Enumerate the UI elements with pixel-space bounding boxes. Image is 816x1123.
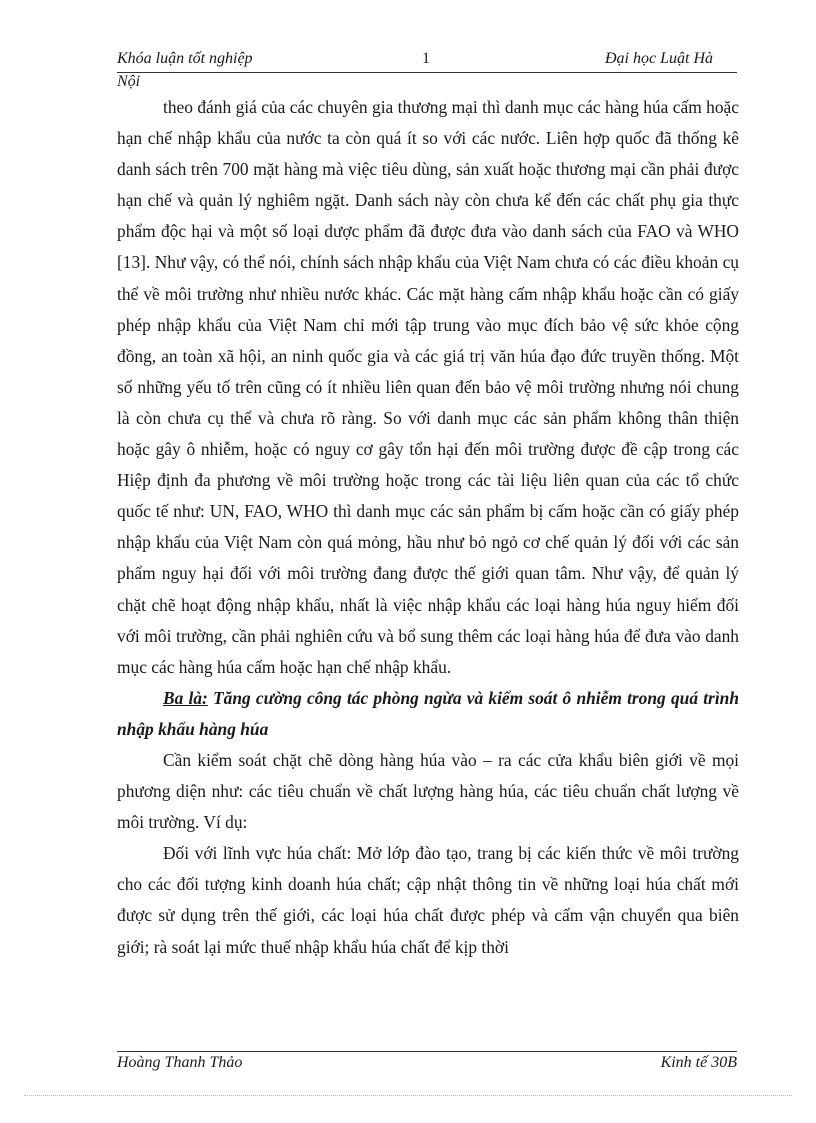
body-paragraph-3: Đối với lĩnh vực húa chất: Mở lớp đào tạo, trang bị các kiến thức về môi trường cho các đối tượng kinh doanh húa chất; cập nhật thông tin về những loại húa chất mới được sử dụng trên thế giới, các loại húa chất được phép và cấm vận chuyển qua biên giới; rà soát lại mức thuế nhập khẩu húa chất để kịp thời <box>117 843 739 957</box>
body-paragraph-2: Cần kiểm soát chặt chẽ dòng hàng húa vào – ra các cửa khẩu biên giới về mọi phương diện như: các tiêu chuẩn về chất lượng hàng húa, các tiêu chuẩn chất lượng về môi trường. Ví dụ: <box>117 749 739 833</box>
page-header <box>117 50 737 72</box>
header-institution: Đại học Luật Hà <box>605 50 713 67</box>
page-number: 1 <box>422 50 430 67</box>
footer-class: Kinh tế 30B <box>660 1054 737 1071</box>
section-heading-label: Ba là: <box>163 687 208 708</box>
header-document-type: Khóa luận tốt nghiệp <box>117 50 253 67</box>
page-footer <box>117 1054 737 1076</box>
body-paragraph-1: theo đánh giá của các chuyên gia thương mại thì danh mục các hàng húa cấm hoặc hạn chế nhập khẩu của nước ta còn quá ít so với các nước. Liên hợp quốc đã thống kê danh sách trên 700 mặt hàng mà việc tiêu dùng, sản xuất hoặc thương mại cần phải được hạn chế và quản lý nghiêm ngặt. Danh sách này còn chưa kể đến các chất phụ gia thực phẩm độc hại và một số loại dược phẩm đã được đưa vào danh sách của FAO và WHO [13]. Như vậy, có thể nói, chính sách nhập khẩu của Việt Nam chưa có các điều khoản cụ thể về môi trường như nhiều nước khác. Các mặt hàng cấm nhập khẩu hoặc cần có giấy phép nhập khẩu của Việt Nam chỉ mới tập trung vào mục đích bảo vệ sức khỏe cộng đồng, an toàn xã hội, an ninh quốc gia và các giá trị văn húa đạo đức truyền thống. Một số những yếu tố trên cũng có ít nhiều liên quan đến bảo vệ môi trường nhưng nói chung là còn chưa cụ thể và chưa rõ ràng. So với danh mục các sản phẩm không thân thiện hoặc gây ô nhiễm, hoặc có nguy cơ gây tổn hại đến môi trường được đề cập trong các Hiệp định đa phương về môi trường hoặc trong các tài liệu liên quan của các tổ chức quốc tế như: UN, FAO, WHO thì danh mục các sản phẩm bị cấm hoặc cần có giấy phép nhập khẩu của Việt Nam còn quá mỏng, hầu như bỏ ngỏ cơ chế quản lý đối với các sản phẩm nguy hại đối với môi trường đang được thế giới quan tâm. Như vậy, để quản lý chặt chẽ hoạt động nhập khẩu, nhất là việc nhập khẩu các loại hàng húa nguy hiểm đối với môi trường, cần phải nghiên cứu và bổ sung thêm các loại hàng húa để đưa vào danh mục các hàng húa cấm hoặc hạn chế nhập khẩu. <box>117 97 739 677</box>
footer-author: Hoàng Thanh Thảo <box>117 1054 243 1071</box>
page-body <box>117 92 739 963</box>
header-institution-continued: Nội <box>117 73 141 90</box>
section-heading-text: Tăng cường công tác phòng ngừa và kiểm soát ô nhiễm trong quá trình nhập khẩu hàng húa <box>117 687 739 739</box>
footer-rule <box>117 1051 737 1052</box>
page-break-line <box>24 1095 792 1096</box>
header-rule <box>117 72 737 73</box>
section-heading <box>117 683 739 745</box>
